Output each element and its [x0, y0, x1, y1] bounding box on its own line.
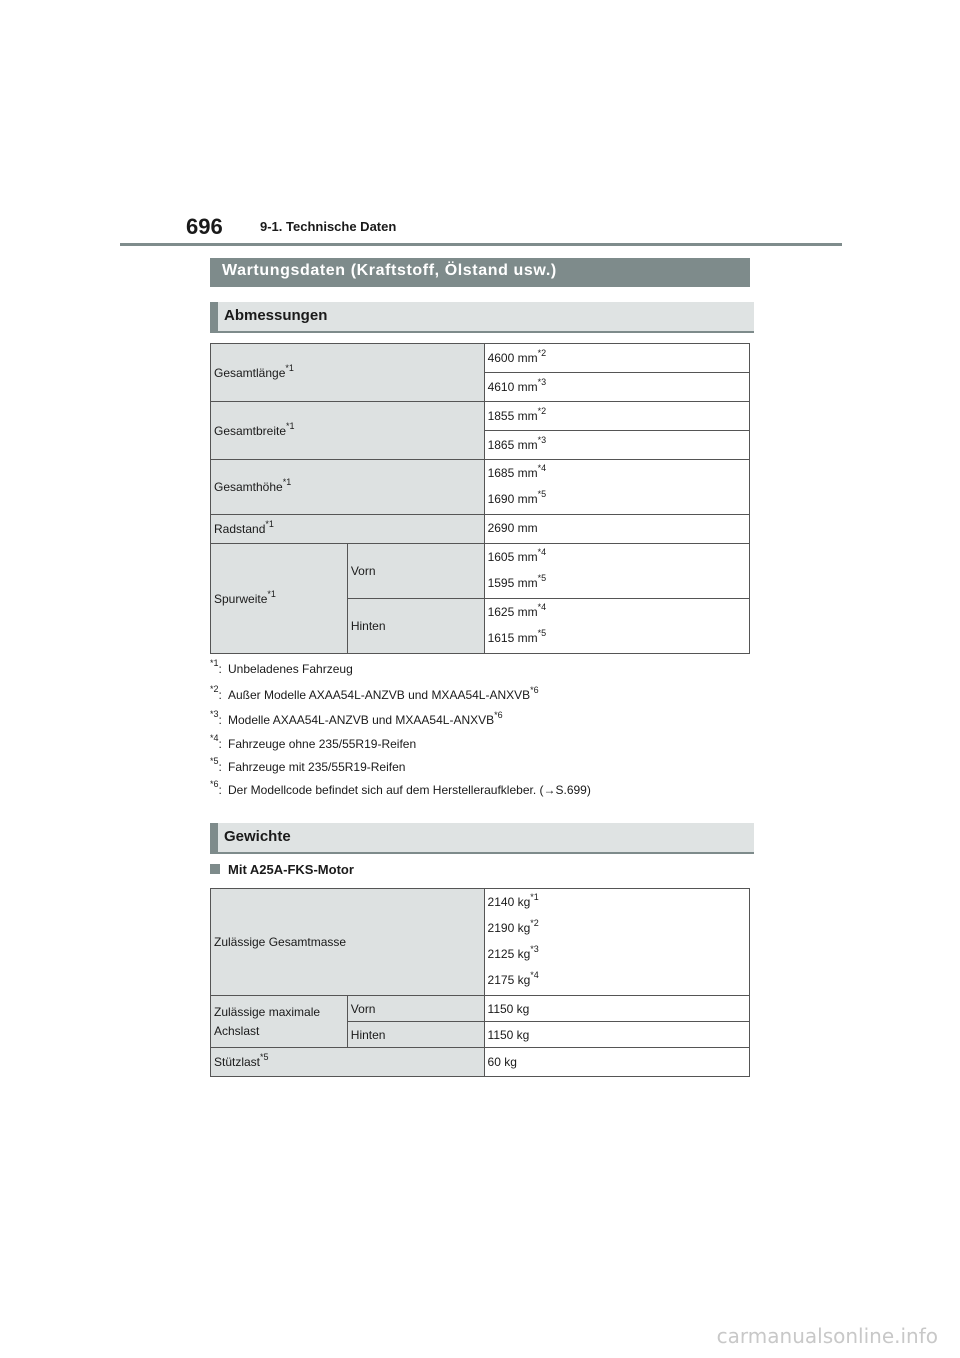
value-text: 1605 mm	[487, 550, 538, 564]
weights-table	[210, 888, 750, 1077]
value-text: 2140 kg	[487, 895, 531, 909]
heading-accent	[210, 302, 218, 331]
footnote-ref: *2	[530, 918, 539, 928]
footnote: $^{*1}$: Unbeladenes Fahrzeug	[210, 658, 353, 676]
value-text: 1625 mm	[487, 605, 538, 619]
footnote-text: Fahrzeuge ohne 235/55R19-Reifen	[228, 737, 417, 751]
table-row	[211, 460, 750, 515]
value-cell	[484, 1022, 749, 1048]
weights-heading: Gewichte	[224, 828, 291, 845]
value-text: 1690 mm	[487, 492, 538, 506]
label-cell	[211, 460, 485, 515]
label-cell	[211, 402, 485, 460]
row-label: Zulässige maximale	[214, 1004, 321, 1019]
row-sublabel: Vorn	[350, 564, 376, 578]
footnote-ref: *3	[537, 435, 547, 445]
value-text: 2190 kg	[487, 921, 531, 935]
label-cell	[211, 515, 485, 544]
label-cell	[211, 996, 348, 1048]
table-row	[211, 402, 750, 431]
table-row	[211, 889, 750, 996]
footnote-mark: *3	[210, 709, 219, 719]
sublabel-cell	[347, 544, 484, 599]
value-line	[487, 628, 746, 645]
value-line	[487, 892, 746, 909]
footnote-text: Modelle AXAA54L-ANZVB und MXAA54L-ANXVB	[228, 713, 495, 727]
table-row	[211, 1048, 750, 1077]
footnote-mark: *4	[210, 733, 219, 743]
value-text: 2690 mm	[487, 521, 538, 535]
value-line	[487, 602, 746, 619]
chapter-title: Wartungsdaten (Kraftstoff, Ölstand usw.)	[222, 262, 557, 279]
footnote-mark: *6	[210, 779, 219, 789]
label-cell	[211, 544, 348, 654]
value-cell	[484, 460, 749, 515]
value-text: 1855 mm	[487, 409, 538, 423]
footnote-ref: *1	[265, 519, 274, 529]
value-cell	[484, 544, 749, 599]
value-text: 1150 kg	[487, 1001, 530, 1016]
value-line	[487, 547, 746, 564]
row-sublabel: Vorn	[350, 1001, 376, 1016]
value-line	[487, 918, 746, 935]
row-label: Spurweite	[214, 591, 268, 606]
footnote-ref: *1	[282, 477, 292, 487]
footnote-mark: *2	[210, 684, 219, 694]
footnote-text: Außer Modelle AXAA54L-ANZVB und MXAA54L-ANXVB	[228, 688, 531, 702]
value-cell	[484, 1048, 749, 1077]
row-label: Gesamtlänge	[214, 365, 286, 380]
footnote-ref: *4	[537, 547, 547, 557]
row-sublabel: Hinten	[350, 619, 386, 633]
footnote: $^{*6}$: Der Modellcode befindet sich auf dem Herstelleraufkleber. (→S.699)	[210, 779, 591, 797]
footnote-ref: *2	[537, 348, 547, 358]
dimensions-heading: Abmessungen	[224, 307, 328, 324]
footnote-ref: *3	[530, 944, 539, 954]
heading-accent	[210, 823, 218, 852]
value-text: 1595 mm	[487, 576, 538, 590]
value-line	[487, 970, 746, 987]
footnote: $^{*4}$: Fahrzeuge ohne 235/55R19-Reifen	[210, 733, 417, 751]
footnote: $^{*2}$: Außer Modelle AXAA54L-ANZVB und MXAA54L-ANXVB$^{*6}$	[210, 684, 539, 702]
footnote-ref: *4	[530, 970, 539, 980]
footnote-ref: *1	[267, 588, 276, 599]
row-label: Zulässige Gesamtmasse	[214, 935, 347, 949]
value-text: 1685 mm	[487, 466, 538, 480]
footnote-text: Der Modellcode befindet sich auf dem Herstelleraufkleber. (→S.699)	[228, 783, 591, 797]
row-label: Gesamtbreite	[214, 423, 287, 438]
value-cell	[484, 344, 749, 373]
label-cell	[211, 1048, 485, 1077]
footnote-ref: *2	[537, 406, 547, 416]
value-cell	[484, 431, 749, 460]
label-cell	[211, 344, 485, 402]
chapter-title-bar	[210, 258, 750, 287]
value-text: 1150 kg	[487, 1027, 530, 1042]
footnote-ref: *5	[537, 489, 547, 499]
value-cell	[484, 599, 749, 654]
value-line	[487, 573, 746, 590]
header-divider	[120, 243, 842, 246]
footnote-ref: *3	[537, 377, 547, 387]
value-cell	[484, 402, 749, 431]
square-bullet-icon	[210, 864, 220, 874]
sublabel-cell	[347, 599, 484, 654]
value-cell	[484, 996, 749, 1022]
weights-heading-bar	[210, 823, 754, 854]
row-label: Stützlast	[214, 1055, 261, 1069]
sublabel-cell	[347, 1022, 484, 1048]
footnote-ref: *6	[530, 685, 539, 695]
engine-subheading-text: Mit A25A-FKS-Motor	[228, 862, 354, 877]
value-line	[487, 463, 746, 480]
value-text: 2125 kg	[487, 947, 531, 961]
engine-subheading	[210, 862, 354, 877]
dimensions-heading-bar	[210, 302, 754, 333]
section-heading: 9-1. Technische Daten	[260, 219, 397, 234]
value-line	[487, 489, 746, 506]
watermark: carmanualsonline.info	[716, 1324, 938, 1348]
value-cell	[484, 889, 749, 996]
value-text: 60 kg	[487, 1055, 517, 1069]
page-number: 696	[186, 214, 223, 239]
value-text: 1865 mm	[487, 438, 538, 452]
footnote-ref: *5	[537, 573, 547, 583]
value-line	[487, 944, 746, 961]
row-label: Gesamthöhe	[214, 480, 283, 494]
value-cell	[484, 373, 749, 402]
footnote-ref: *4	[537, 602, 547, 612]
footnote-text: Unbeladenes Fahrzeug	[228, 662, 353, 676]
dimensions-table	[210, 343, 750, 654]
footnote-ref: *6	[494, 710, 503, 720]
label-cell	[211, 889, 485, 996]
footnote-ref: *1	[285, 362, 294, 373]
value-cell	[484, 515, 749, 544]
footnote-ref: *5	[260, 1052, 269, 1062]
row-sublabel: Hinten	[350, 1027, 386, 1042]
table-row	[211, 544, 750, 599]
footnote-ref: *1	[286, 420, 295, 431]
footnote-mark: *5	[210, 756, 219, 766]
footnote-ref: *4	[537, 463, 547, 473]
footnote-mark: *1	[210, 658, 219, 668]
row-label: Achslast	[214, 1023, 260, 1038]
value-text: 1615 mm	[487, 631, 538, 645]
footnote-text: Fahrzeuge mit 235/55R19-Reifen	[228, 760, 406, 774]
table-row	[211, 344, 750, 373]
footnote-ref: *5	[537, 628, 547, 638]
table-row	[211, 996, 750, 1022]
footnote: $^{*5}$: Fahrzeuge mit 235/55R19-Reifen	[210, 756, 406, 774]
table-row	[211, 515, 750, 544]
sublabel-cell	[347, 996, 484, 1022]
footnote-ref: *1	[530, 892, 539, 902]
value-text: 4610 mm	[487, 380, 538, 394]
row-label: Radstand	[214, 522, 266, 536]
footnote: $^{*3}$: Modelle AXAA54L-ANZVB und MXAA54L-ANXVB$^{*6}$	[210, 709, 503, 727]
value-text: 4600 mm	[487, 351, 538, 365]
value-text: 2175 kg	[487, 973, 531, 987]
